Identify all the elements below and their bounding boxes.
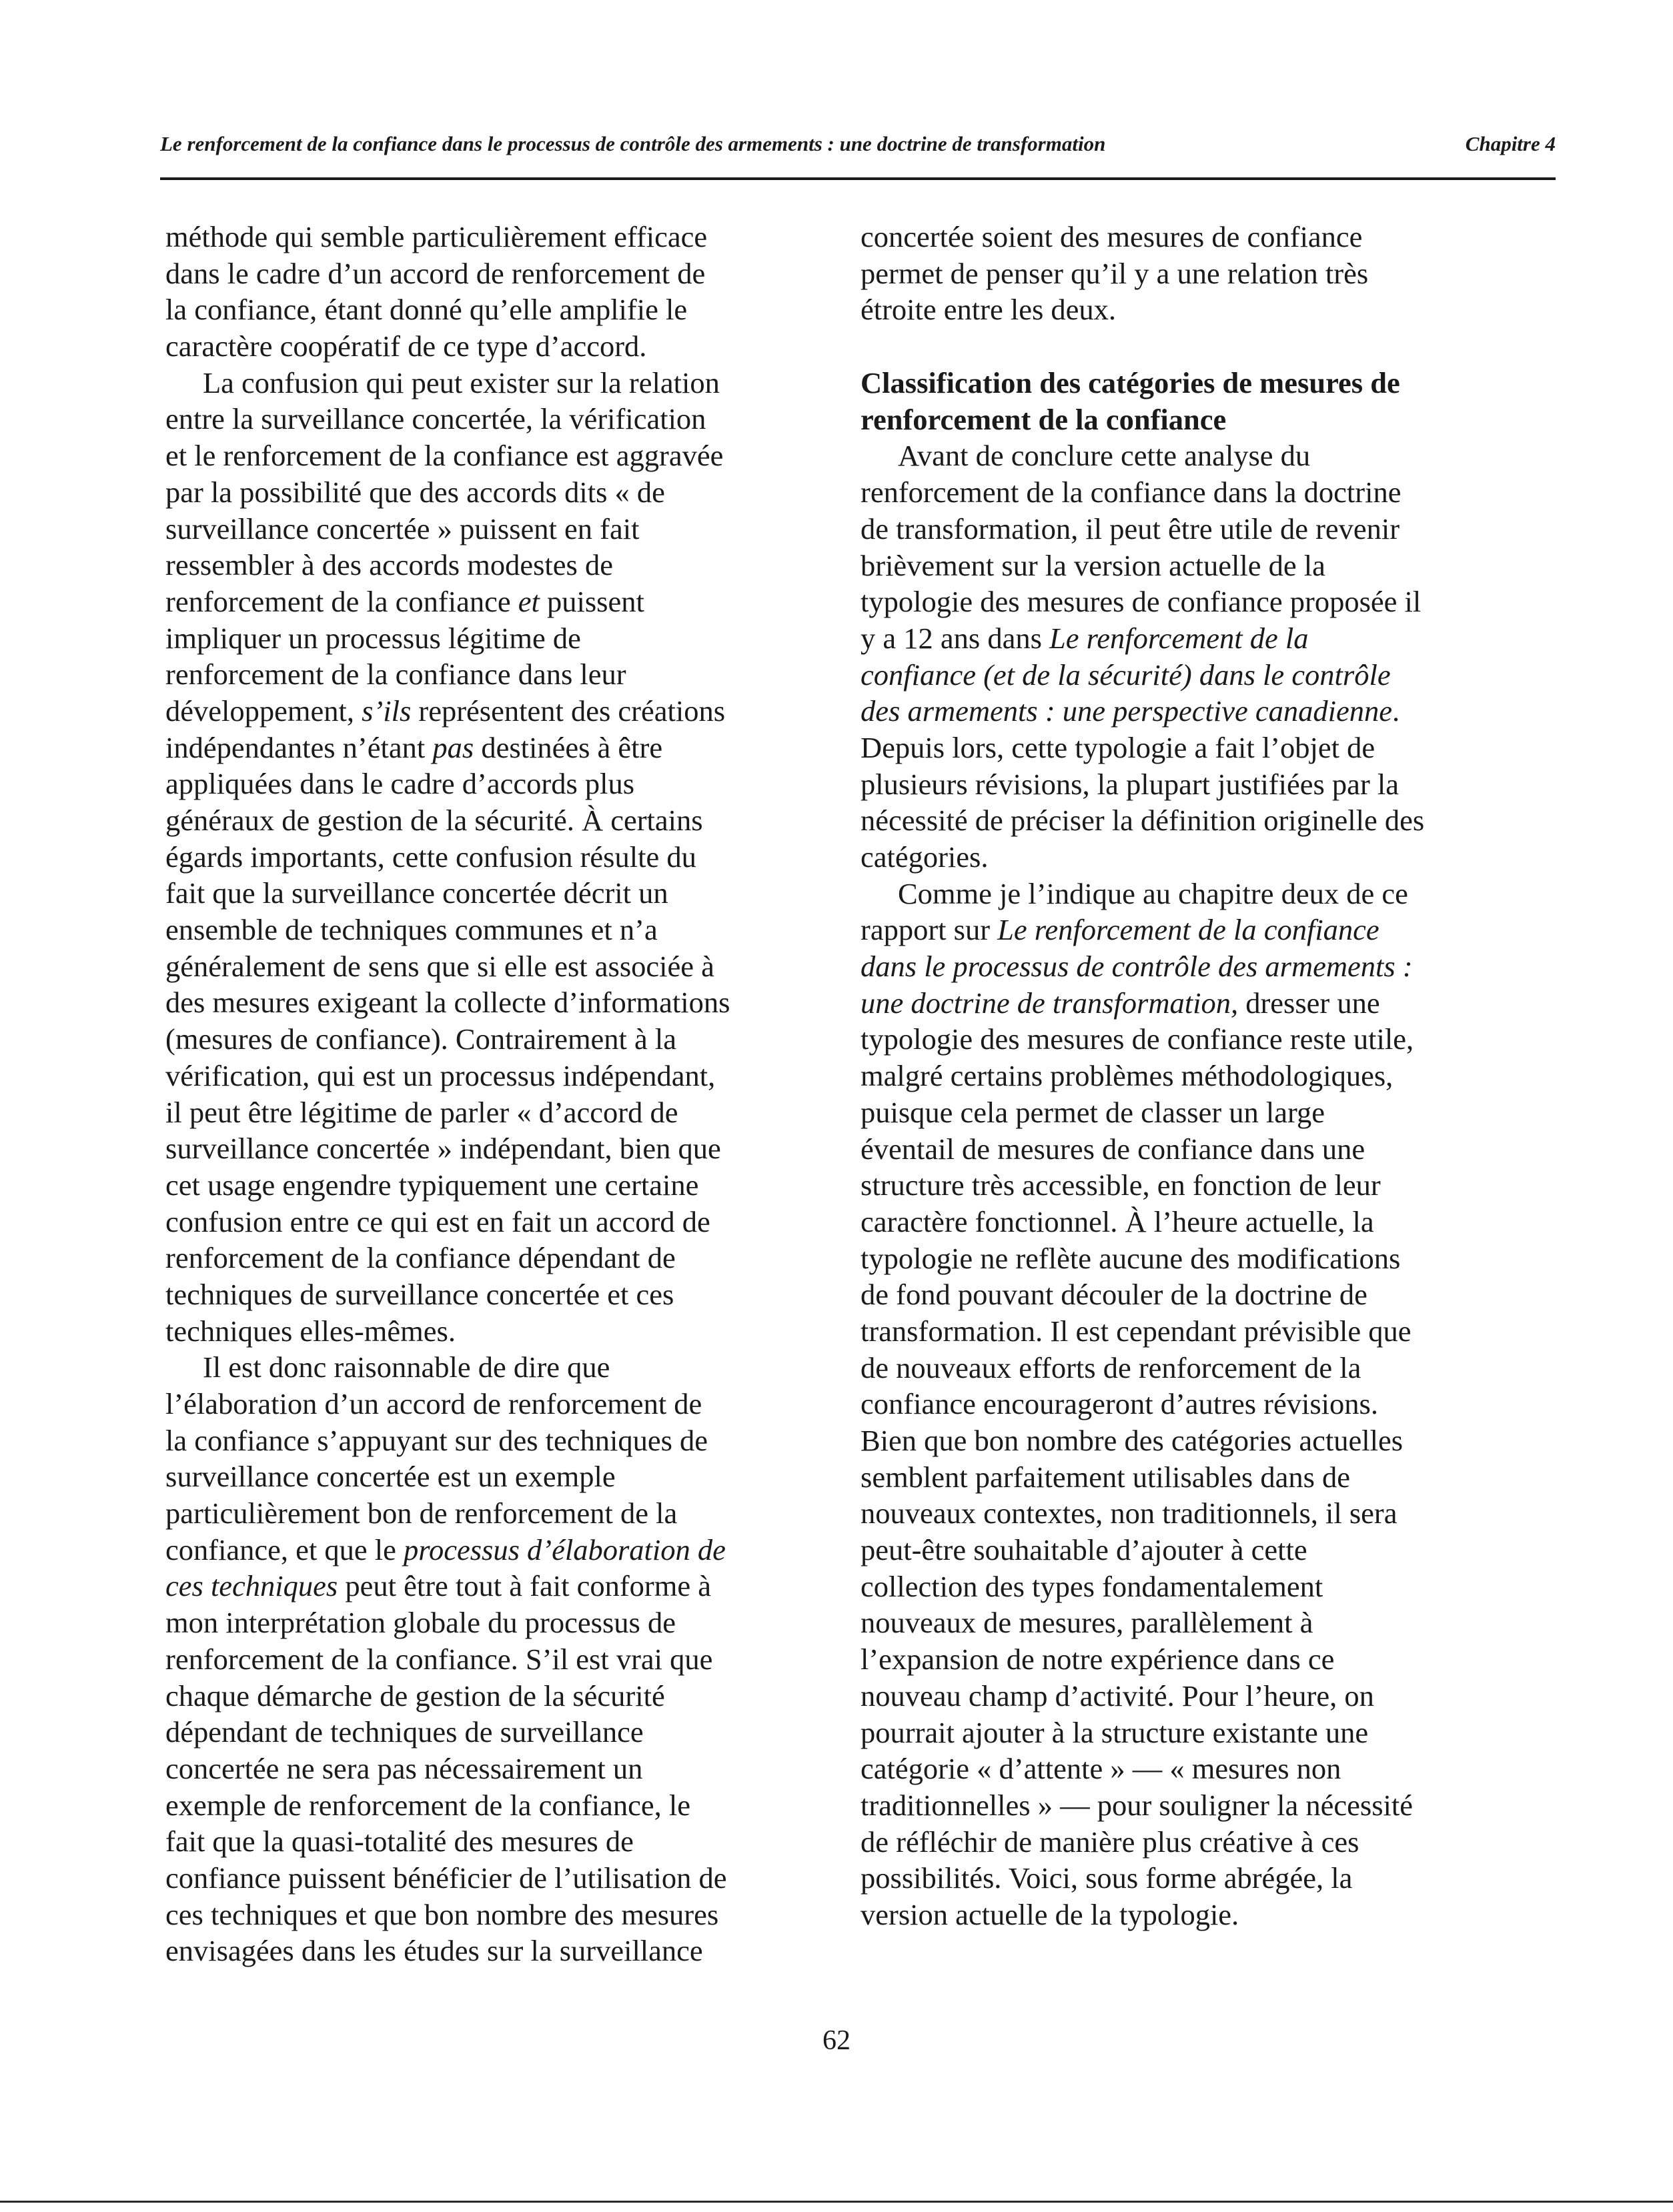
text-line: une doctrine de transformation, dresser une bbox=[861, 986, 1380, 1020]
footer-rule bbox=[0, 2201, 1673, 2203]
text-line: techniques de surveillance concertée et ces bbox=[165, 1277, 674, 1311]
text-line: confiance (et de la sécurité) dans le contrôle bbox=[861, 658, 1391, 692]
header-rule bbox=[160, 177, 1556, 180]
text-line: surveillance concertée est un exemple bbox=[165, 1460, 616, 1494]
text-line: généralement de sens que si elle est associée à bbox=[165, 949, 714, 983]
left-column bbox=[165, 219, 832, 1969]
text-line: concertée soient des mesures de confiance bbox=[861, 220, 1363, 253]
text-line: collection des types fondamentalement bbox=[861, 1569, 1323, 1603]
section-heading-line: Classification des catégories de mesures de bbox=[861, 366, 1400, 400]
text-line: fait que la quasi-totalité des mesures de bbox=[165, 1825, 634, 1859]
text-line: techniques elles-mêmes. bbox=[165, 1314, 456, 1348]
text-line: impliquer un processus légitime de bbox=[165, 621, 581, 655]
text-line: brièvement sur la version actuelle de la bbox=[861, 548, 1325, 582]
text-line: vérification, qui est un processus indépendant, bbox=[165, 1058, 716, 1092]
paragraph-gap bbox=[861, 328, 1494, 365]
text-line: catégories. bbox=[861, 840, 989, 874]
text-line: mon interprétation globale du processus de bbox=[165, 1606, 676, 1640]
text-line: Avant de conclure cette analyse du bbox=[898, 439, 1311, 473]
text-line: semblent parfaitement utilisables dans de bbox=[861, 1460, 1351, 1494]
text-line: malgré certains problèmes méthodologiques, bbox=[861, 1059, 1393, 1093]
text-line: de réfléchir de manière plus créative à ces bbox=[861, 1825, 1359, 1859]
text-line: surveillance concertée » puissent en fait bbox=[165, 511, 640, 545]
text-line: permet de penser qu’il y a une relation très bbox=[861, 256, 1369, 290]
right-column bbox=[861, 219, 1494, 1933]
text-line: rapport sur Le renforcement de la confiance bbox=[861, 913, 1379, 947]
text-line: renforcement de la confiance dépendant de bbox=[165, 1241, 676, 1275]
text-line: typologie des mesures de confiance proposée il bbox=[861, 585, 1422, 619]
text-line: nouveaux de mesures, parallèlement à bbox=[861, 1606, 1313, 1640]
text-line: confusion entre ce qui est en fait un accord de bbox=[165, 1204, 710, 1238]
text-line: par la possibilité que des accords dits « de bbox=[165, 475, 665, 509]
text-line: il peut être légitime de parler « d’accord de bbox=[165, 1095, 678, 1129]
text-line: appliquées dans le cadre d’accords plus bbox=[165, 767, 635, 801]
text-line: y a 12 ans dans Le renforcement de la bbox=[861, 621, 1309, 655]
text-line: peut-être souhaitable d’ajouter à cette bbox=[861, 1533, 1307, 1567]
text-line: la confiance, étant donné qu’elle amplifie le bbox=[165, 293, 688, 327]
text-line: confiance encourageront d’autres révisions. bbox=[861, 1387, 1378, 1421]
text-line: éventail de mesures de confiance dans une bbox=[861, 1132, 1365, 1166]
text-line: transformation. Il est cependant prévisible que bbox=[861, 1314, 1412, 1348]
text-line: possibilités. Voici, sous forme abrégée, la bbox=[861, 1861, 1353, 1895]
text-line: exemple de renforcement de la confiance, le bbox=[165, 1788, 690, 1822]
text-line: dans le cadre d’un accord de renforcement de bbox=[165, 256, 706, 290]
text-line: nouveau champ d’activité. Pour l’heure, on bbox=[861, 1679, 1374, 1713]
text-line: ensemble de techniques communes et n’a bbox=[165, 913, 658, 947]
text-line: La confusion qui peut exister sur la relation bbox=[203, 365, 720, 399]
text-line: particulièrement bon de renforcement de la bbox=[165, 1496, 678, 1530]
text-line: Bien que bon nombre des catégories actuelles bbox=[861, 1424, 1404, 1457]
text-line: l’expansion de notre expérience dans ce bbox=[861, 1642, 1335, 1677]
text-line: des mesures exigeant la collecte d’informations bbox=[165, 986, 730, 1020]
text-line: dépendant de techniques de surveillance bbox=[165, 1715, 644, 1749]
text-line: Comme je l’indique au chapitre deux de ce bbox=[898, 876, 1408, 910]
text-line: de nouveaux efforts de renforcement de la bbox=[861, 1350, 1361, 1384]
text-line: ces techniques et que bon nombre des mesures bbox=[165, 1897, 719, 1931]
text-line: structure très accessible, en fonction de leur bbox=[861, 1168, 1381, 1202]
text-line: nécessité de préciser la définition originelle des bbox=[861, 804, 1425, 838]
text-line: renforcement de la confiance dans leur bbox=[165, 658, 626, 692]
text-line: dans le processus de contrôle des armements : bbox=[861, 950, 1413, 984]
text-line: Il est donc raisonnable de dire que bbox=[203, 1350, 610, 1384]
text-line: confiance, et que le processus d’élaboration de bbox=[165, 1532, 726, 1566]
text-line: typologie des mesures de confiance reste utile, bbox=[861, 1022, 1414, 1056]
text-line: entre la surveillance concertée, la vérification bbox=[165, 402, 706, 436]
running-header-title: Le renforcement de la confiance dans le processus de contrôle des armements : une doctrine de transformation bbox=[160, 132, 1106, 155]
text-line: (mesures de confiance). Contrairement à la bbox=[165, 1022, 677, 1056]
text-line: de transformation, il peut être utile de revenir bbox=[861, 511, 1400, 545]
text-line: généraux de gestion de la sécurité. À certains bbox=[165, 804, 703, 837]
text-line: Depuis lors, cette typologie a fait l’objet de bbox=[861, 730, 1375, 764]
text-line: chaque démarche de gestion de la sécurité bbox=[165, 1679, 665, 1713]
text-line: envisagées dans les études sur la surveillance bbox=[165, 1934, 703, 1968]
text-line: confiance puissent bénéficier de l’utilisation de bbox=[165, 1861, 727, 1895]
text-line: égards importants, cette confusion résulte du bbox=[165, 840, 696, 874]
text-line: ressembler à des accords modestes de bbox=[165, 548, 613, 582]
text-line: caractère coopératif de ce type d’accord. bbox=[165, 329, 647, 363]
text-line: renforcement de la confiance et puissent bbox=[165, 584, 644, 618]
text-line: méthode qui semble particulièrement efficace bbox=[165, 220, 708, 253]
text-line: étroite entre les deux. bbox=[861, 293, 1117, 327]
text-line: catégorie « d’attente » — « mesures non bbox=[861, 1752, 1341, 1786]
text-line: puisque cela permet de classer un large bbox=[861, 1095, 1325, 1129]
text-line: indépendantes n’étant pas destinées à être bbox=[165, 730, 663, 764]
text-line: traditionnelles » — pour souligner la nécessité bbox=[861, 1788, 1413, 1822]
text-line: concertée ne sera pas nécessairement un bbox=[165, 1751, 643, 1785]
text-line: plusieurs révisions, la plupart justifiées par la bbox=[861, 767, 1399, 801]
text-line: nouveaux contextes, non traditionnels, il sera bbox=[861, 1496, 1398, 1530]
text-line: cet usage engendre typiquement une certaine bbox=[165, 1168, 699, 1202]
text-line: de fond pouvant découler de la doctrine de bbox=[861, 1278, 1367, 1312]
text-line: et le renforcement de la confiance est aggravée bbox=[165, 439, 724, 473]
text-line: pourrait ajouter à la structure existante une bbox=[861, 1715, 1369, 1749]
text-line: renforcement de la confiance. S’il est vrai que bbox=[165, 1642, 713, 1676]
page-number: 62 bbox=[822, 2025, 851, 2056]
running-header-chapter: Chapitre 4 bbox=[1465, 132, 1556, 155]
text-line: typologie ne reflète aucune des modifications bbox=[861, 1241, 1401, 1275]
text-line: caractère fonctionnel. À l’heure actuelle, la bbox=[861, 1204, 1374, 1238]
text-line: développement, s’ils représentent des créations bbox=[165, 694, 726, 728]
text-line: fait que la surveillance concertée décrit un bbox=[165, 876, 668, 910]
section-heading-line: renforcement de la confiance bbox=[861, 402, 1227, 436]
text-line: des armements : une perspective canadienne. bbox=[861, 694, 1400, 728]
text-line: version actuelle de la typologie. bbox=[861, 1897, 1239, 1931]
text-line: l’élaboration d’un accord de renforcement de bbox=[165, 1387, 702, 1420]
text-line: la confiance s’appuyant sur des techniques de bbox=[165, 1423, 708, 1457]
text-line: surveillance concertée » indépendant, bien que bbox=[165, 1132, 721, 1166]
text-line: ces techniques peut être tout à fait conforme à bbox=[165, 1569, 711, 1603]
text-line: renforcement de la confiance dans la doctrine bbox=[861, 475, 1402, 509]
